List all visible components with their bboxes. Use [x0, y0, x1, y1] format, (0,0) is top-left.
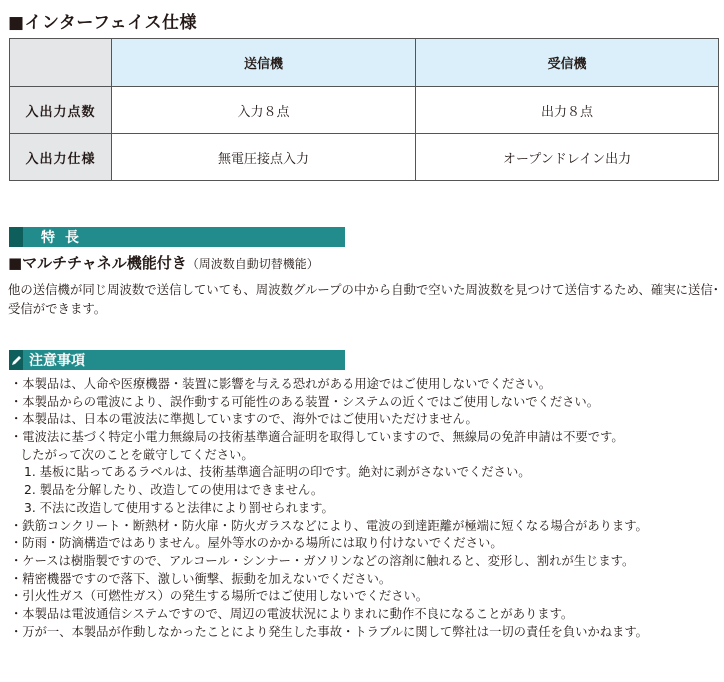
list-item: ・防雨・防滴構造ではありません。屋外等水のかかる場所には取り付けないでください。: [10, 536, 503, 551]
row-header-io-points: 入出力点数: [10, 87, 112, 134]
list-item: ・本製品は、人命や医療機器・装置に影響を与える恐れがある用途ではご使用しないでください。: [10, 377, 552, 391]
table-header-row: [10, 39, 719, 87]
list-item: ・精密機器ですので落下、激しい衝撃、振動を加えないでください。: [10, 571, 392, 586]
interface-spec-title: ■インターフェイス仕様: [8, 13, 198, 33]
list-item: ・本製品からの電波により、誤作動する可能性のある装置・システムの近くではご使用しないでください。: [10, 394, 600, 409]
list-item: ・本製品は、日本の電波法に準拠していますので、海外ではご使用いただけません。: [10, 412, 478, 427]
table-cell: 入力８点: [112, 87, 416, 134]
feature-heading-main: ■マルチチャネル機能付き: [8, 254, 187, 272]
list-item: ・万が一、本製品が作動しなかったことにより発生した事故・トラブルに関して弊社は一切の責任を負いかねます。: [10, 624, 648, 639]
list-item: ・ケースは樹脂製ですので、アルコール・シンナー・ガソリンなどの溶剤に触れると、変形し、割れが生じます。: [10, 553, 635, 568]
table-cell: 出力８点: [416, 87, 719, 134]
list-item: ・電波法に基づく特定小電力無線局の技術基準適合証明を取得していますので、無線局の免許申請は不要です。: [10, 430, 624, 445]
feature-description: 他の送信機が同じ周波数で送信していても、周波数グループの中から自動で空いた周波数を見つけて送信するため、確実に送信･受信ができます。: [8, 282, 719, 316]
list-item: ・鉄筋コンクリート・断熱材・防火扉・防火ガラスなどにより、電波の到達距離が極端に短くなる場合があります。: [10, 518, 648, 533]
column-header-transmitter: 送信機: [112, 39, 416, 87]
features-band: [9, 227, 345, 247]
table-row: [10, 134, 719, 181]
features-band-label: 特長: [41, 230, 89, 246]
list-item: したがって次のことを厳守してください。: [20, 447, 254, 462]
table-corner-cell: [10, 39, 112, 87]
list-item: 1. 基板に貼ってあるラベルは、技術基準適合証明の印です。絶対に剥がさないでください。: [24, 465, 531, 480]
table-row: [10, 87, 719, 134]
list-item: ・本製品は電波通信システムですので、周辺の電波状況によりまれに動作不良になることがあります。: [10, 606, 574, 621]
row-header-io-spec: 入出力仕様: [10, 134, 112, 181]
interface-spec-table: [9, 38, 719, 181]
band-marker: [9, 227, 23, 247]
table-cell: 無電圧接点入力: [112, 134, 416, 181]
table-cell: オープンドレイン出力: [416, 134, 719, 181]
list-item: 3. 不法に改造して使用すると法律により罰せられます。: [24, 500, 334, 515]
list-item: ・引火性ガス（可燃性ガス）の発生する場所ではご使用しないでください。: [10, 589, 429, 604]
cautions-band: [9, 350, 345, 370]
cautions-list: [10, 376, 722, 641]
column-header-receiver: 受信機: [416, 39, 719, 87]
cautions-band-label: 注意事項: [29, 353, 85, 369]
feature-heading: [8, 252, 319, 273]
list-item: 2. 製品を分解したり、改造しての使用はできません。: [24, 483, 324, 498]
pencil-icon: [9, 350, 23, 370]
feature-heading-sub: （周波数自動切替機能）: [186, 257, 319, 271]
